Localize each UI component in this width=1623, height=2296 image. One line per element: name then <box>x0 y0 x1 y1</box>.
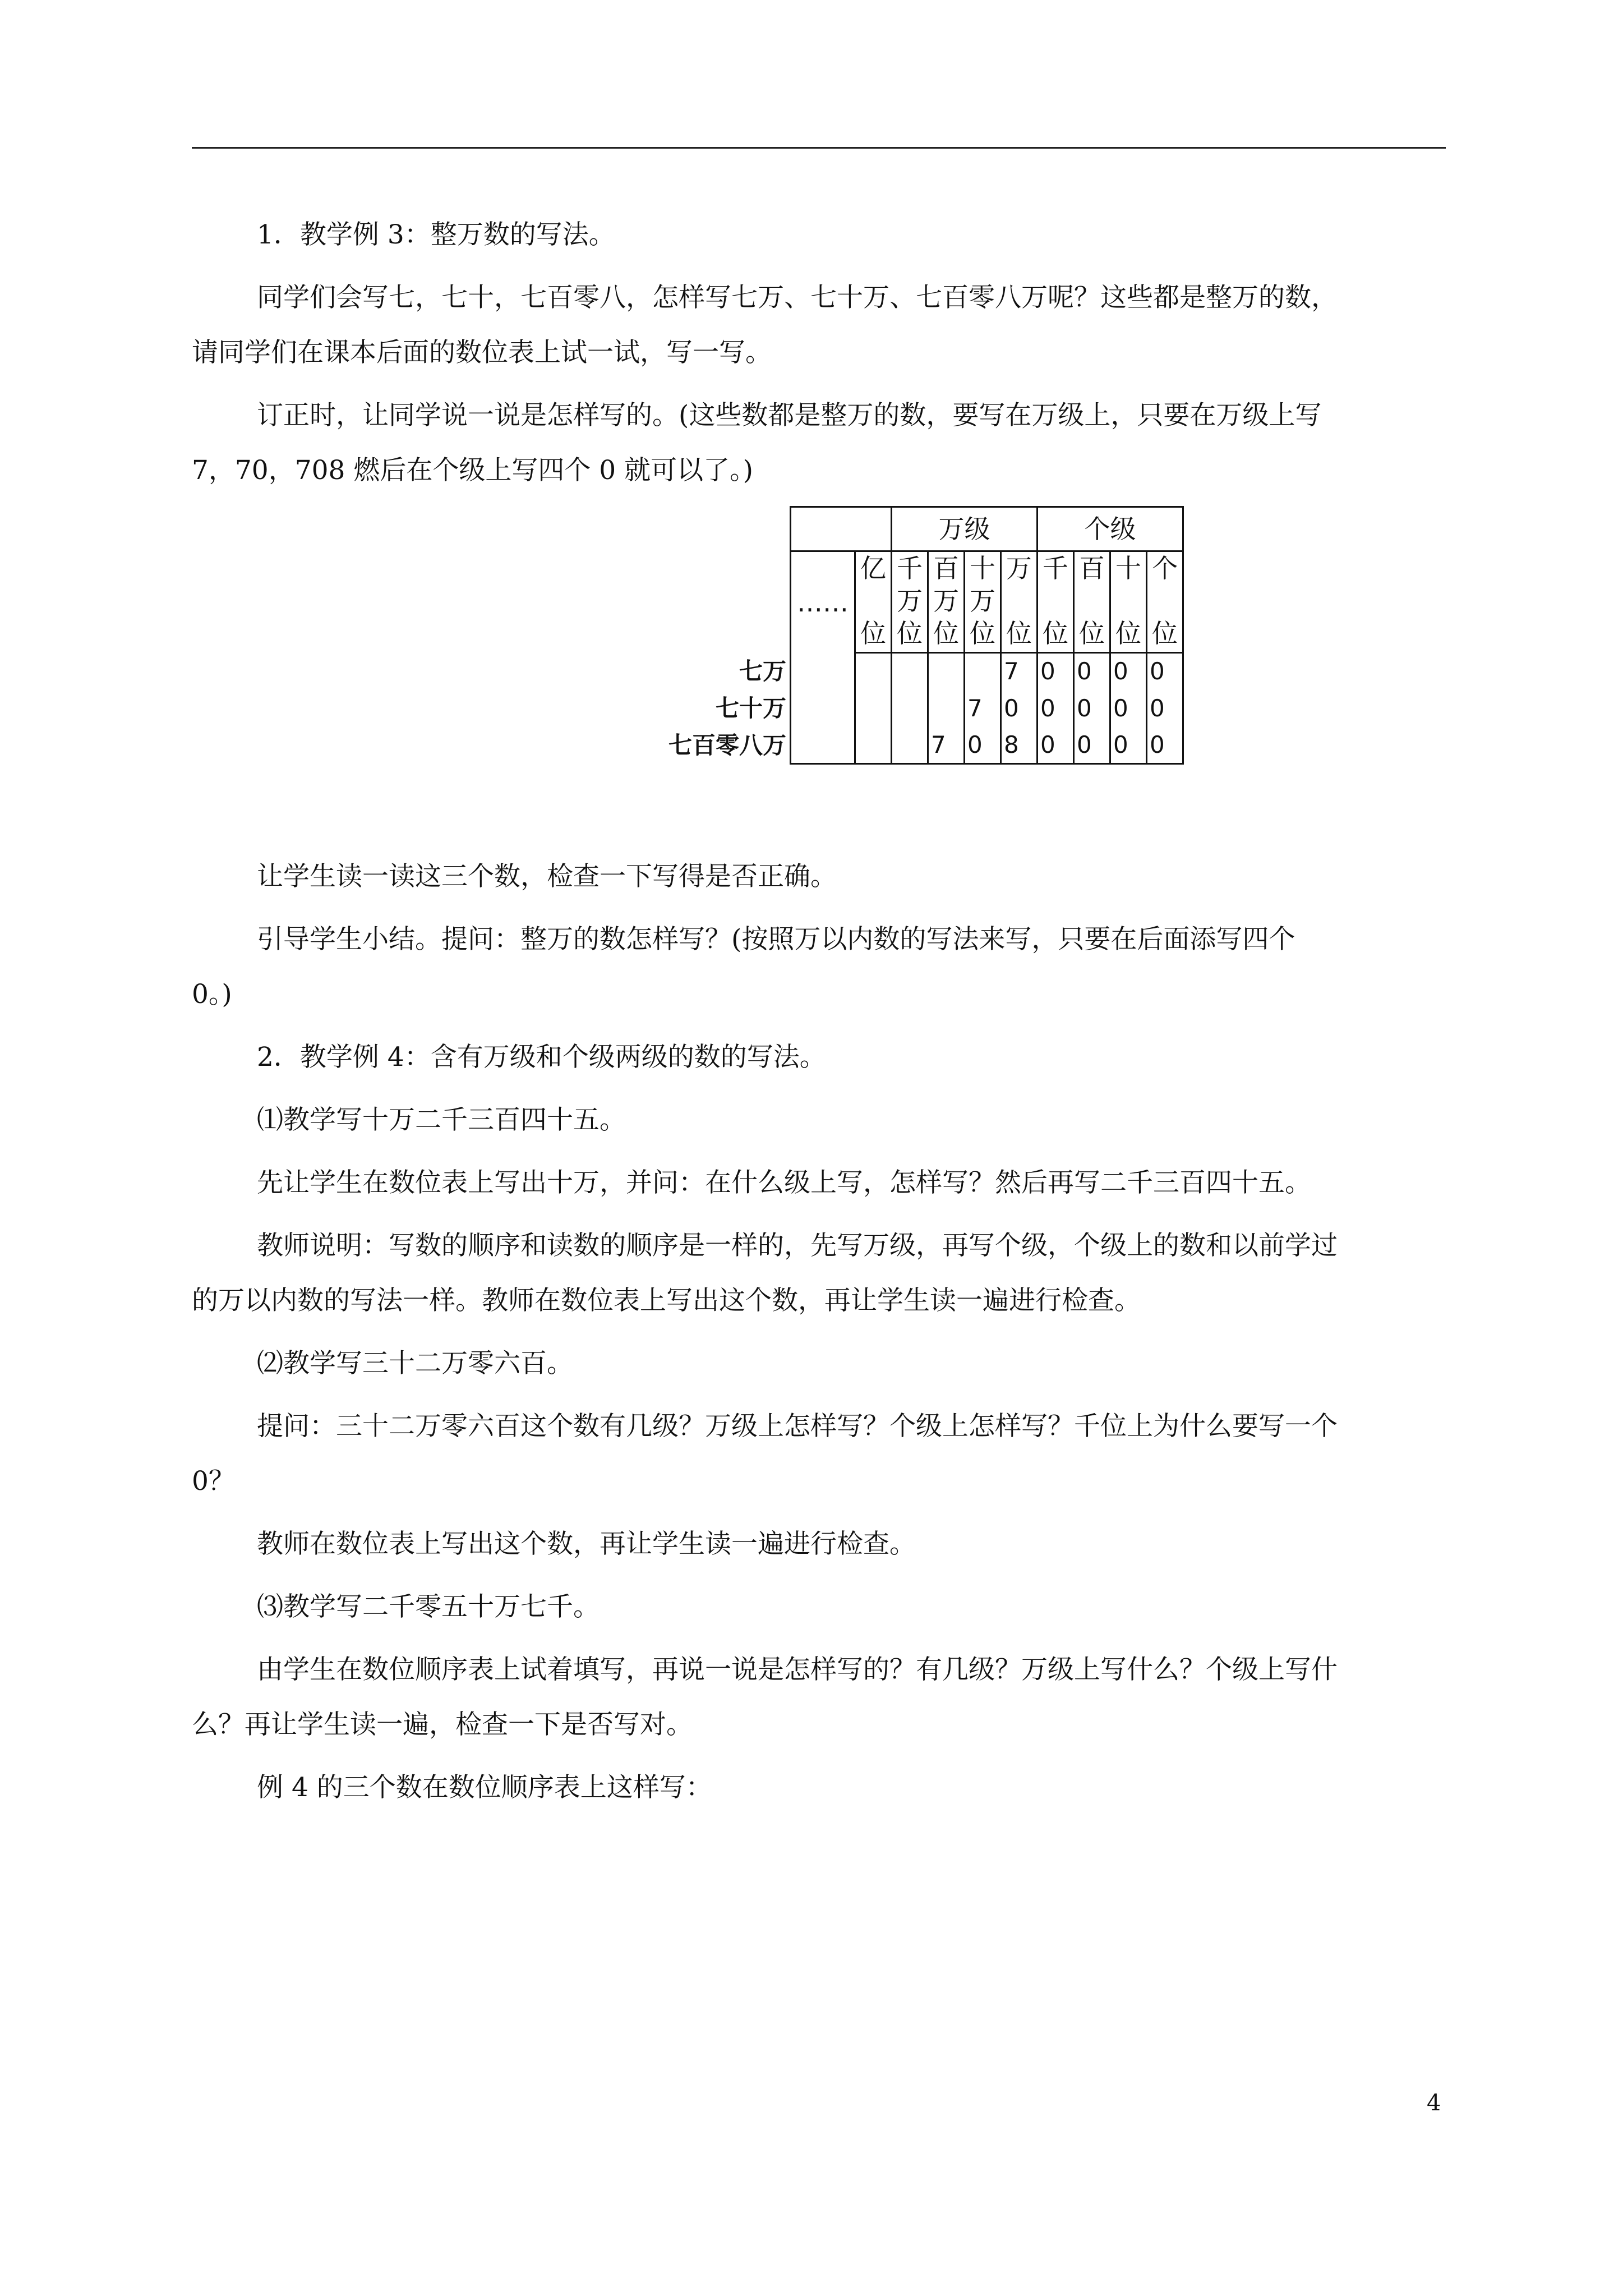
page-number: 4 <box>1427 2090 1441 2116</box>
digit-cell <box>892 690 928 727</box>
paragraph-example-3-intro: 同学们会写七，七十，七百零八，怎样写七万、七十万、七百零八万呢？这些都是整万的数， 请同学们在课本后面的数位表上试一试，写一写。 <box>192 282 1338 368</box>
digit-cell: 0 <box>1038 690 1074 727</box>
digit-cell: 0 <box>1147 653 1183 690</box>
place-header: 千 位 <box>1038 551 1074 653</box>
place-header: 个 位 <box>1147 551 1183 653</box>
digit-cell <box>965 653 1001 690</box>
row-label: 七十万 <box>716 694 787 722</box>
digit-cell: 0 <box>965 727 1001 764</box>
paragraph-example-4-table-intro: 例 4 的三个数在数位顺序表上这样写： <box>257 1772 712 1803</box>
paragraph-step-2-question: 提问：三十二万零六百这个数有几级？万级上怎样写？个级上怎样写？千位上为什么要写一个 0？ <box>192 1411 1338 1497</box>
place-header: 十 万 位 <box>965 551 1001 653</box>
paragraph-teacher-explain: 教师说明：写数的顺序和读数的顺序是一样的，先写万级，再写个级，个级上的数和以前学过 的万以内数的写法一样。教师在数位表上写出这个数，再让学生读一遍进行检查。 <box>192 1230 1338 1316</box>
digit-cell <box>928 690 965 727</box>
table-row <box>668 727 1183 764</box>
header-rule <box>192 147 1446 149</box>
paragraph-step-2: ⑵教学写三十二万零六百。 <box>257 1348 573 1379</box>
digit-cell: 0 <box>1147 727 1183 764</box>
place-value-table-wrap <box>192 506 1446 837</box>
level-ge: 个级 <box>1038 507 1183 551</box>
digit-cell: 0 <box>1147 690 1183 727</box>
digit-cell <box>855 653 892 690</box>
paragraph-step-3: ⑶教学写二千零五十万七千。 <box>257 1591 600 1622</box>
digit-cell: 0 <box>1001 690 1038 727</box>
digit-cell <box>855 690 892 727</box>
place-header: 千 万 位 <box>892 551 928 653</box>
paragraph-correction: 订正时，让同学说一说是怎样写的。(这些数都是整万的数，要写在万级上，只要在万级上写 7，70，708 燃后在个级上写四个 0 就可以了。) <box>192 400 1322 486</box>
place-value-table <box>668 506 1184 765</box>
table-row <box>668 653 1183 690</box>
digit-cell <box>892 653 928 690</box>
row-label: 七百零八万 <box>668 731 787 759</box>
digit-cell: 0 <box>1110 653 1147 690</box>
paragraph-step-1: ⑴教学写十万二千三百四十五。 <box>257 1105 626 1135</box>
paragraph-step-3-detail: 由学生在数位顺序表上试着填写，再说一说是怎样写的？有几级？万级上写什么？个级上写什 么？再让学生读一遍，检查一下是否写对。 <box>192 1654 1338 1740</box>
digit-cell: 7 <box>928 727 965 764</box>
place-header: 十 位 <box>1110 551 1147 653</box>
digit-cell: 0 <box>1074 727 1110 764</box>
digit-cell: 0 <box>1110 727 1147 764</box>
place-header: 百 位 <box>1074 551 1110 653</box>
paragraph-example-3-title: 1．教学例 3：整万数的写法。 <box>257 219 615 250</box>
paragraph-example-4-title: 2．教学例 4：含有万级和个级两级的数的写法。 <box>257 1042 826 1073</box>
place-header: 百 万 位 <box>928 551 965 653</box>
digit-cell: 0 <box>1038 727 1074 764</box>
digit-cell: 0 <box>1038 653 1074 690</box>
dots: …… <box>791 551 855 653</box>
level-wan: 万级 <box>892 507 1038 551</box>
paragraph-step-2-check: 教师在数位表上写出这个数，再让学生读一遍进行检查。 <box>257 1529 916 1559</box>
digit-cell: 0 <box>1110 690 1147 727</box>
digit-cell: 0 <box>1074 690 1110 727</box>
digit-cell <box>892 727 928 764</box>
digit-cell <box>928 653 965 690</box>
digit-cell: 8 <box>1001 727 1038 764</box>
place-header: 万 位 <box>1001 551 1038 653</box>
digit-cell <box>855 727 892 764</box>
digit-cell: 7 <box>965 690 1001 727</box>
row-label: 七万 <box>739 657 787 685</box>
table-row <box>668 690 1183 727</box>
place-header: 亿 位 <box>855 551 892 653</box>
paragraph-step-1-detail: 先让学生在数位表上写出十万，并问：在什么级上写，怎样写？然后再写二千三百四十五。 <box>257 1167 1311 1198</box>
paragraph-summary: 引导学生小结。提问：整万的数怎样写？(按照万以内数的写法来写，只要在后面添写四个 0。) <box>192 924 1295 1010</box>
paragraph-read-check: 让学生读一读这三个数，检查一下写得是否正确。 <box>257 861 837 892</box>
digit-cell: 0 <box>1074 653 1110 690</box>
digit-cell: 7 <box>1001 653 1038 690</box>
document-body <box>192 208 1446 1823</box>
